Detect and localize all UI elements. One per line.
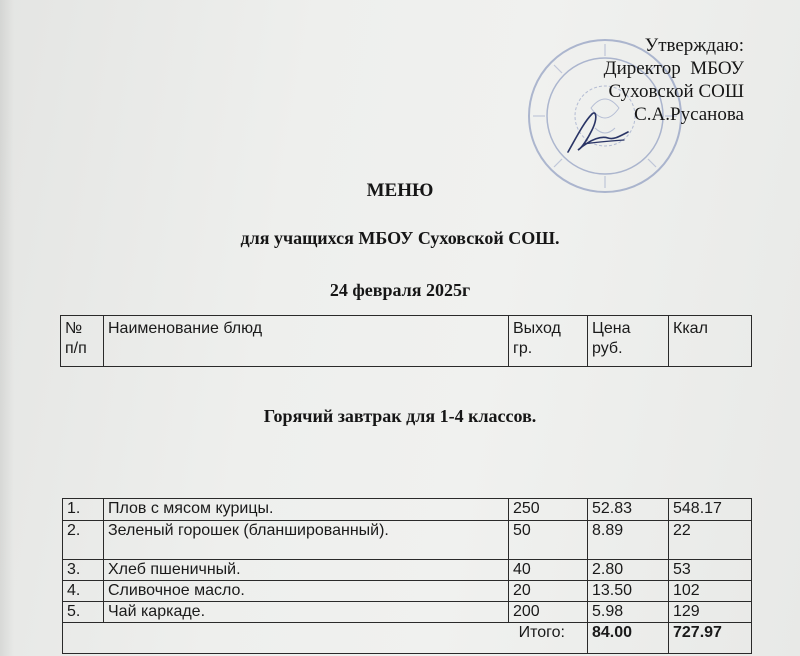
item-kcal: 22 xyxy=(669,521,752,560)
total-row xyxy=(63,623,752,654)
item-name: Зеленый горошек (бланшированный). xyxy=(104,521,509,560)
column-number-label-line2: п/п xyxy=(65,340,87,357)
page-edge-shadow xyxy=(0,0,14,656)
table-row xyxy=(63,499,752,521)
item-name: Плов с мясом курицы. xyxy=(104,499,509,521)
item-kcal: 53 xyxy=(669,560,752,581)
item-yield: 200 xyxy=(509,602,588,623)
item-price: 13.50 xyxy=(588,581,669,602)
approval-heading: Утверждаю: xyxy=(644,35,744,56)
item-number: 3. xyxy=(63,560,104,581)
column-number-header xyxy=(61,316,104,367)
item-number: 5. xyxy=(63,602,104,623)
item-price: 2.80 xyxy=(588,560,669,581)
approval-position: Директор МБОУ xyxy=(603,58,744,79)
item-name: Чай каркаде. xyxy=(104,602,509,623)
item-yield: 50 xyxy=(509,521,588,560)
column-name-header: Наименование блюд xyxy=(104,316,509,367)
menu-date: 24 февраля 2025г xyxy=(329,280,471,300)
column-number-label-line1: № xyxy=(65,320,83,337)
total-label: Итого: xyxy=(63,623,588,654)
menu-subtitle: для учащихся МБОУ Суховской СОШ. xyxy=(240,228,560,248)
table-row xyxy=(63,560,752,581)
item-kcal: 548.17 xyxy=(669,499,752,521)
item-kcal: 102 xyxy=(669,581,752,602)
table-row xyxy=(63,602,752,623)
section-title: Горячий завтрак для 1-4 классов. xyxy=(263,406,537,426)
item-yield: 20 xyxy=(509,581,588,602)
column-kcal-header: Ккал xyxy=(669,316,752,367)
item-name: Сливочное масло. xyxy=(104,581,509,602)
item-price: 5.98 xyxy=(588,602,669,623)
menu-title: МЕНЮ xyxy=(366,180,434,201)
approval-block xyxy=(604,34,744,126)
column-price-label-line2: руб. xyxy=(592,340,623,357)
approval-director-name: С.А.Русанова xyxy=(634,104,744,125)
item-yield: 40 xyxy=(509,560,588,581)
column-price-header xyxy=(588,316,669,367)
item-yield: 250 xyxy=(509,499,588,521)
item-price: 52.83 xyxy=(588,499,669,521)
column-yield-header xyxy=(509,316,588,367)
item-number: 1. xyxy=(63,499,104,521)
item-number: 4. xyxy=(63,581,104,602)
menu-items-table xyxy=(62,498,752,654)
total-kcal: 727.97 xyxy=(669,623,752,654)
item-name: Хлеб пшеничный. xyxy=(104,560,509,581)
header-row xyxy=(61,316,752,367)
item-number: 2. xyxy=(63,521,104,560)
total-price: 84.00 xyxy=(588,623,669,654)
item-price: 8.89 xyxy=(588,521,669,560)
table-row xyxy=(63,581,752,602)
table-row xyxy=(63,521,752,560)
menu-header-table xyxy=(60,315,752,367)
item-kcal: 129 xyxy=(669,602,752,623)
approval-school: Суховской СОШ xyxy=(608,81,744,102)
column-yield-label-line2: гр. xyxy=(513,340,533,357)
column-yield-label-line1: Выход xyxy=(513,320,561,337)
column-price-label-line1: Цена xyxy=(592,320,631,337)
